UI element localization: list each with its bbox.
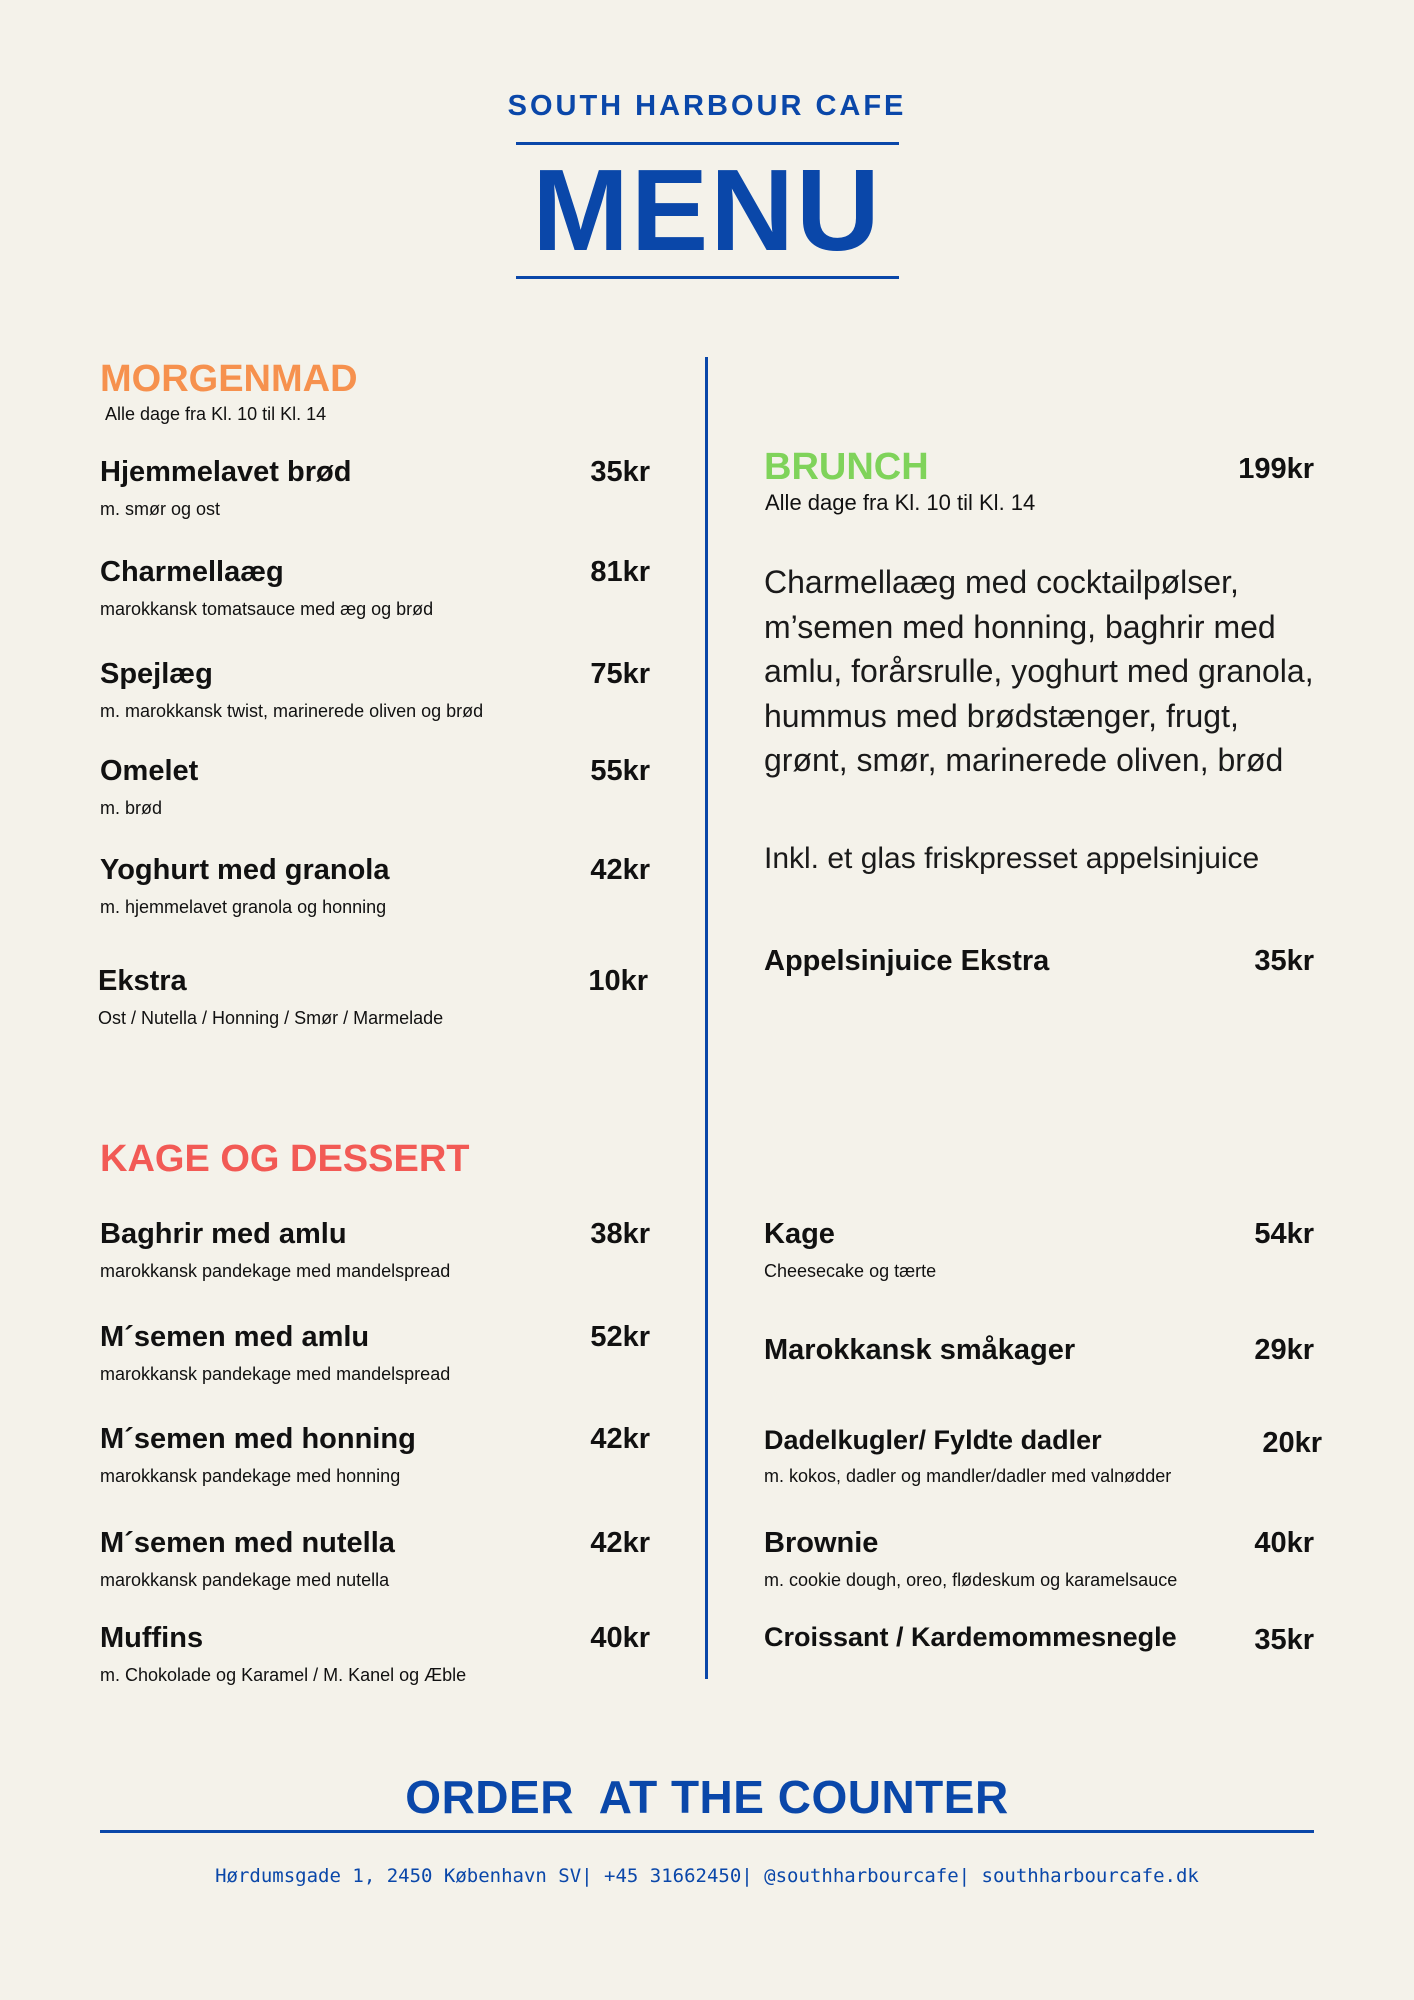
menu-item-hjemmelavet-brod <box>100 456 650 520</box>
item-name: Omelet <box>100 755 199 787</box>
contact-info: Hørdumsgade 1, 2450 København SV| +45 31662450| @southharbourcafe| southharbourcafe.dk <box>215 1865 1199 1887</box>
menu-item-brownie <box>764 1527 1314 1591</box>
menu-item-dadelkugler <box>764 1425 1322 1487</box>
item-desc: m. cookie dough, oreo, flødeskum og karamelsauce <box>764 1570 1178 1590</box>
item-desc: Cheesecake og tærte <box>764 1261 937 1281</box>
item-name: M´semen med honning <box>100 1423 416 1455</box>
section-title-kage: KAGE OG DESSERT <box>100 1138 470 1180</box>
menu-item-marokkansk-smaakager <box>764 1334 1314 1367</box>
item-name: Ekstra <box>98 965 187 997</box>
item-desc: m. brød <box>100 798 163 818</box>
menu-item-msemen-nutella <box>100 1527 650 1591</box>
menu-item-yoghurt-granola <box>100 854 650 918</box>
header-rule-bottom <box>516 276 899 279</box>
item-desc: m. Chokolade og Karamel / M. Kanel og Æble <box>100 1665 467 1685</box>
section-title-morgenmad: MORGENMAD <box>100 358 358 400</box>
item-price: 10kr <box>588 965 648 997</box>
brunch-included: Inkl. et glas friskpresset appelsinjuice <box>764 842 1260 875</box>
item-name: Kage <box>764 1218 835 1250</box>
menu-item-ekstra <box>98 965 648 1029</box>
item-price: 42kr <box>590 854 650 886</box>
item-name: Muffins <box>100 1622 204 1654</box>
brunch-price: 199kr <box>1238 453 1314 485</box>
cafe-name: SOUTH HARBOUR CAFE <box>507 90 907 122</box>
item-desc: marokkansk tomatsauce med æg og brød <box>100 599 434 619</box>
menu-item-spejlaeg <box>100 658 650 722</box>
item-price: 40kr <box>590 1622 650 1654</box>
menu-item-omelet <box>100 755 650 819</box>
item-price: 75kr <box>590 658 650 690</box>
page-title: MENU <box>532 145 882 275</box>
column-divider <box>705 357 708 1679</box>
item-price: 35kr <box>1254 945 1314 977</box>
item-name: Croissant / Kardemommesnegle <box>764 1622 1177 1652</box>
item-desc: m. kokos, dadler og mandler/dadler med valnødder <box>764 1466 1172 1486</box>
menu-item-msemen-honning <box>100 1423 650 1487</box>
item-name: Yoghurt med granola <box>100 854 390 886</box>
order-at-counter: ORDER AT THE COUNTER <box>405 1771 1009 1823</box>
item-desc: marokkansk pandekage med honning <box>100 1466 401 1486</box>
item-desc: m. hjemmelavet granola og honning <box>100 897 387 917</box>
item-name: Dadelkugler/ Fyldte dadler <box>764 1425 1102 1455</box>
menu-item-charmellaaeg <box>100 556 650 620</box>
item-price: 81kr <box>590 556 650 588</box>
item-name: Hjemmelavet brød <box>100 456 352 488</box>
item-desc: Ost / Nutella / Honning / Smør / Marmelade <box>98 1008 444 1028</box>
menu-item-croissant <box>764 1622 1314 1656</box>
item-price: 29kr <box>1254 1334 1314 1366</box>
item-name: Spejlæg <box>100 658 213 690</box>
section-subtitle-morgenmad: Alle dage fra Kl. 10 til Kl. 14 <box>105 404 327 424</box>
section-subtitle-brunch: Alle dage fra Kl. 10 til Kl. 14 <box>765 490 1036 515</box>
item-name: Baghrir med amlu <box>100 1218 347 1250</box>
item-price: 54kr <box>1254 1218 1314 1250</box>
footer-rule <box>100 1830 1314 1833</box>
item-price: 42kr <box>590 1423 650 1455</box>
item-price: 40kr <box>1254 1527 1314 1559</box>
item-price: 42kr <box>590 1527 650 1559</box>
item-price: 35kr <box>1254 1624 1314 1656</box>
item-desc: m. smør og ost <box>100 499 221 519</box>
item-name: Marokkansk småkager <box>764 1334 1076 1366</box>
menu-item-kage <box>764 1218 1314 1282</box>
section-title-brunch: BRUNCH <box>764 446 929 488</box>
item-desc: marokkansk pandekage med mandelspread <box>100 1261 451 1281</box>
menu-item-msemen-amlu <box>100 1321 650 1385</box>
item-price: 20kr <box>1262 1427 1322 1459</box>
item-name: M´semen med amlu <box>100 1321 370 1353</box>
item-price: 55kr <box>590 755 650 787</box>
item-name: Appelsinjuice Ekstra <box>764 945 1050 977</box>
item-name: Brownie <box>764 1527 879 1559</box>
item-desc: m. marokkansk twist, marinerede oliven og brød <box>100 701 484 721</box>
menu-item-baghrir-amlu <box>100 1218 650 1282</box>
item-desc: marokkansk pandekage med nutella <box>100 1570 390 1590</box>
menu-item-muffins <box>100 1622 650 1686</box>
item-name: M´semen med nutella <box>100 1527 395 1559</box>
item-price: 52kr <box>590 1321 650 1353</box>
menu-item-appelsinjuice-ekstra <box>764 945 1314 978</box>
item-name: Charmellaæg <box>100 556 284 588</box>
item-price: 38kr <box>590 1218 650 1250</box>
item-desc: marokkansk pandekage med mandelspread <box>100 1364 451 1384</box>
item-price: 35kr <box>590 456 650 488</box>
brunch-description: Charmellaæg med cocktailpølser, m’semen med honning, baghrir med amlu, forårsrulle, yoghurt med granola, hummus med brødstænger, frugt, grønt, smør, marinerede oliven, brød <box>764 564 1314 778</box>
